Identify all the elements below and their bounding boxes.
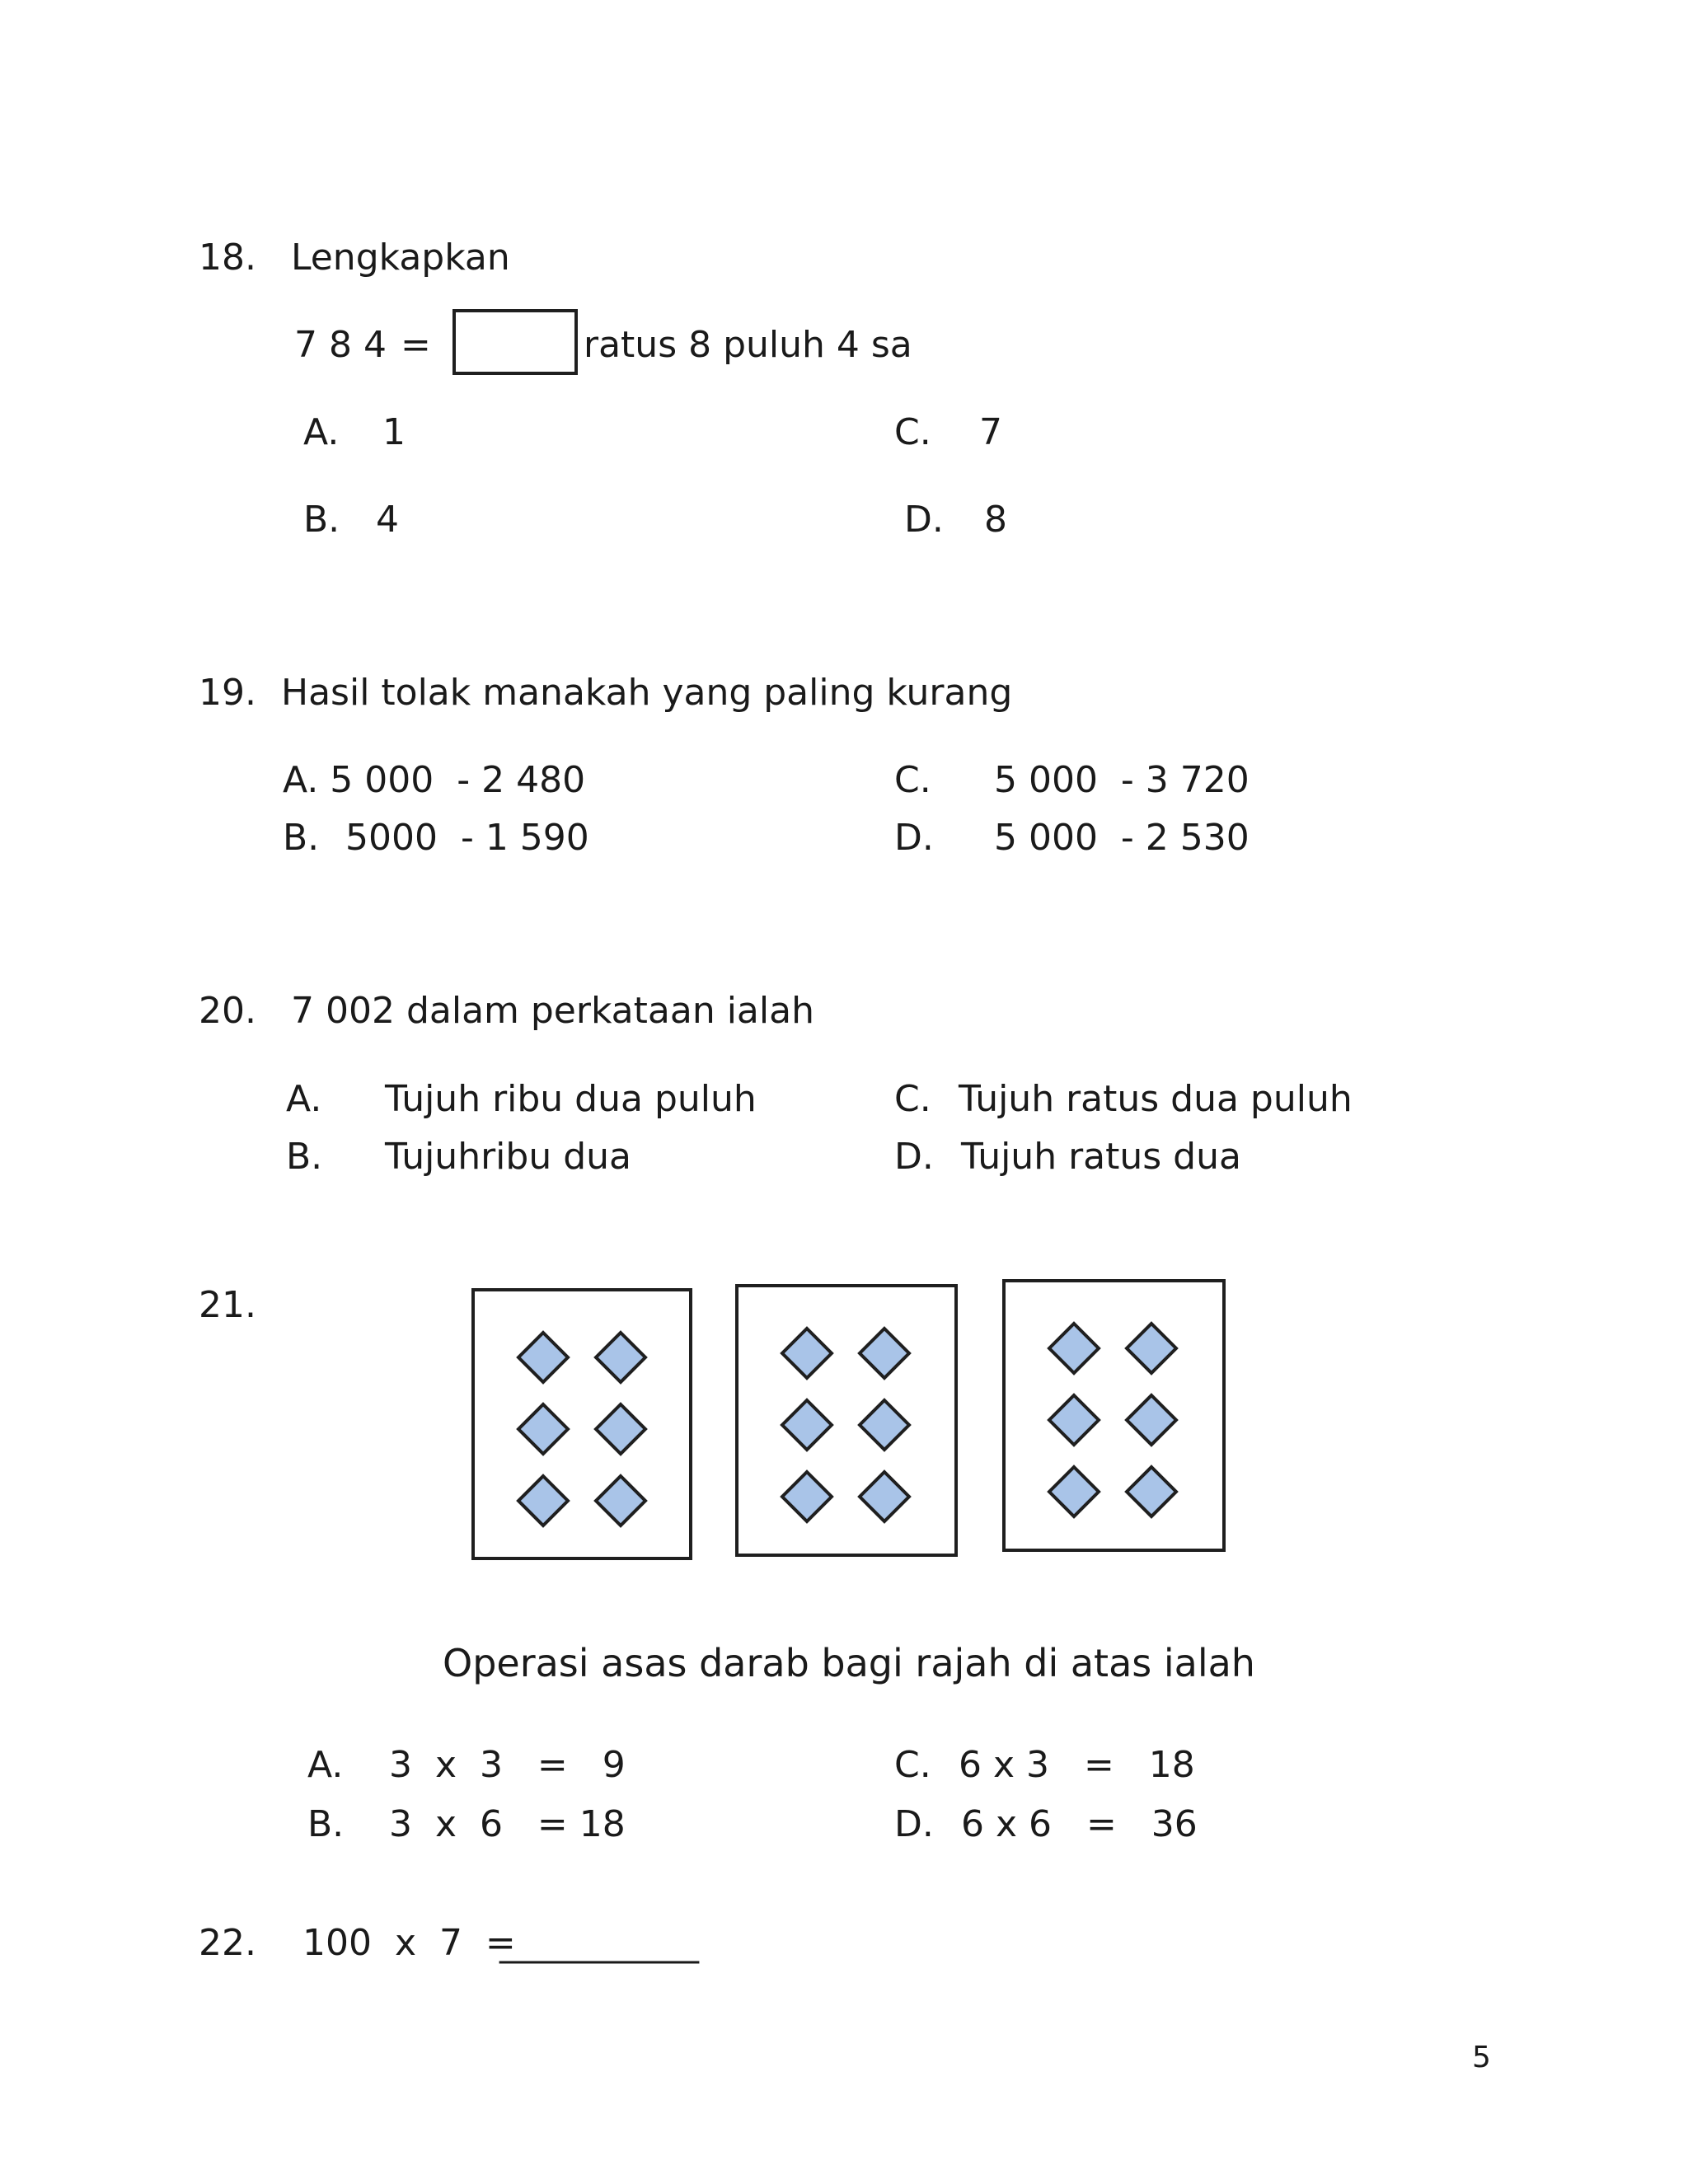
q22-expression: 100 x 7 =	[302, 1922, 516, 1964]
q21-option-c-letter: C.	[894, 1744, 931, 1786]
diamond-icon	[782, 1472, 832, 1521]
diamond-icon	[1127, 1467, 1176, 1516]
diamond-icon	[1049, 1395, 1099, 1445]
diamond-icon	[596, 1333, 645, 1382]
q19-prompt: Hasil tolak manakah yang paling kurang	[281, 672, 1013, 714]
diamond-icon	[596, 1404, 645, 1454]
diamond-group-3	[1002, 1279, 1226, 1552]
q20-option-b-letter: B.	[286, 1136, 323, 1178]
diamond-icon	[1127, 1324, 1176, 1373]
diamond-icon	[1049, 1324, 1099, 1373]
q19-option-b-letter: B.	[283, 817, 320, 859]
diamond-icon	[1127, 1395, 1176, 1445]
q19-number: 19.	[199, 672, 256, 714]
q21-option-c-text[interactable]: 6 x 3 = 18	[959, 1744, 1195, 1786]
diamond-icon	[860, 1400, 909, 1450]
diamond-icon	[518, 1476, 568, 1526]
q18-option-a-text[interactable]: 1	[382, 411, 406, 453]
q18-prompt: Lengkapkan	[291, 237, 510, 279]
diamond-icon	[860, 1472, 909, 1521]
q18-option-c-text[interactable]: 7	[979, 411, 1002, 453]
diamond-icon	[860, 1329, 909, 1378]
q20-option-b-text[interactable]: Tujuhribu dua	[385, 1136, 631, 1178]
q19-option-b-text[interactable]: 5000 - 1 590	[345, 817, 589, 859]
q18-option-a-letter: A.	[303, 411, 340, 453]
q20-option-a-text[interactable]: Tujuh ribu dua puluh	[385, 1078, 757, 1120]
q18-number: 18.	[199, 237, 256, 279]
q21-option-d-letter: D.	[894, 1803, 934, 1845]
q18-answer-box[interactable]	[452, 309, 578, 375]
q20-option-c-text[interactable]: Tujuh ratus dua puluh	[959, 1078, 1353, 1120]
q18-option-b-letter: B.	[303, 499, 340, 541]
q19-option-d-letter: D.	[894, 817, 934, 859]
q20-option-c-letter: C.	[894, 1078, 931, 1120]
q21-option-b-letter: B.	[307, 1803, 345, 1845]
diamond-group-3-shapes	[1006, 1282, 1229, 1555]
q22-answer-blank[interactable]: ___________	[499, 1922, 699, 1964]
diamond-group-2-shapes	[738, 1287, 961, 1560]
diamond-icon	[1049, 1467, 1099, 1516]
q20-option-d-text[interactable]: Tujuh ratus dua	[961, 1136, 1241, 1178]
diamond-icon	[782, 1400, 832, 1450]
diamond-icon	[518, 1404, 568, 1454]
q20-number: 20.	[199, 990, 256, 1032]
diamond-icon	[596, 1476, 645, 1526]
q19-option-c-text[interactable]: 5 000 - 3 720	[994, 759, 1250, 801]
q19-option-d-text[interactable]: 5 000 - 2 530	[994, 817, 1250, 859]
q18-equation-left: 7 8 4	[294, 324, 387, 366]
q18-equation-right: ratus 8 puluh 4 sa	[584, 324, 912, 366]
q18-option-d-text[interactable]: 8	[984, 499, 1007, 541]
q21-option-a-letter: A.	[307, 1744, 344, 1786]
q18-equals: =	[401, 324, 431, 366]
diamond-group-1-shapes	[475, 1291, 696, 1563]
q19-option-c-letter: C.	[894, 759, 931, 801]
q20-prompt: 7 002 dalam perkataan ialah	[291, 990, 814, 1032]
diamond-group-2	[735, 1284, 958, 1557]
q22-number: 22.	[199, 1922, 256, 1964]
q21-prompt: Operasi asas darab bagi rajah di atas ialah	[443, 1641, 1255, 1685]
diamond-icon	[782, 1329, 832, 1378]
q21-number: 21.	[199, 1284, 256, 1326]
q19-option-a[interactable]: A. 5 000 - 2 480	[283, 759, 586, 801]
q18-option-c-letter: C.	[894, 411, 931, 453]
q21-option-d-text[interactable]: 6 x 6 = 36	[961, 1803, 1198, 1845]
q21-option-a-text[interactable]: 3 x 3 = 9	[389, 1744, 626, 1786]
q18-option-b-text[interactable]: 4	[376, 499, 399, 541]
q18-option-d-letter: D.	[904, 499, 944, 541]
diamond-icon	[518, 1333, 568, 1382]
q20-option-d-letter: D.	[894, 1136, 934, 1178]
q21-option-b-text[interactable]: 3 x 6 = 18	[389, 1803, 626, 1845]
diamond-group-1	[471, 1288, 692, 1560]
q20-option-a-letter: A.	[286, 1078, 322, 1120]
page-number: 5	[1472, 2041, 1491, 2074]
